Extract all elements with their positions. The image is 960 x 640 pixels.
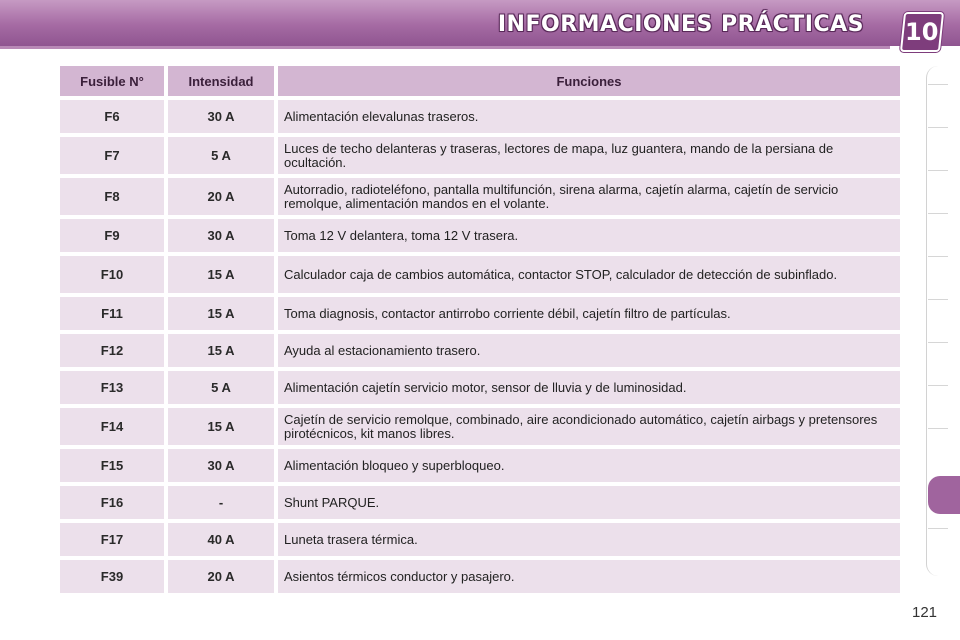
fuse-amperage: 20 A: [168, 560, 274, 593]
fuse-number: F6: [60, 100, 164, 133]
fuse-function: Ayuda al estacionamiento trasero.: [278, 334, 900, 367]
fuse-amperage: 5 A: [168, 371, 274, 404]
fuse-function: Asientos térmicos conductor y pasajero.: [278, 560, 900, 593]
table-row: [60, 297, 900, 330]
side-tab-divider: [928, 428, 948, 429]
fuse-table: [56, 62, 904, 597]
table-row: [60, 178, 900, 215]
fuse-number: F16: [60, 486, 164, 519]
table-row: [60, 219, 900, 252]
side-tab-divider: [928, 127, 948, 128]
column-header-functions: Funciones: [278, 66, 900, 96]
fuse-function: Calculador caja de cambios automática, contactor STOP, calculador de detección de subinflado.: [278, 256, 900, 293]
fuse-number: F9: [60, 219, 164, 252]
fuse-number: F39: [60, 560, 164, 593]
fuse-function: Alimentación bloqueo y superbloqueo.: [278, 449, 900, 482]
table-row: [60, 334, 900, 367]
fuse-function: Shunt PARQUE.: [278, 486, 900, 519]
fuse-number: F14: [60, 408, 164, 445]
fuse-number: F15: [60, 449, 164, 482]
chapter-badge: [900, 12, 944, 52]
side-tab-divider: [928, 385, 948, 386]
table-row: [60, 560, 900, 593]
fuse-number: F12: [60, 334, 164, 367]
page-number: 121: [912, 604, 938, 621]
fuse-function: Autorradio, radioteléfono, pantalla multifunción, sirena alarma, cajetín alarma, cajetín de servicio remolque, alimentación mandos en el volante.: [278, 178, 900, 215]
fuse-function: Cajetín de servicio remolque, combinado, aire acondicionado automático, cajetín airbags y pretensores pirotécnicos, kit manos libres.: [278, 408, 900, 445]
table-row: [60, 486, 900, 519]
side-tab-divider: [928, 299, 948, 300]
column-header-amperage: Intensidad: [168, 66, 274, 96]
side-tab-divider: [928, 256, 948, 257]
fuse-number: F8: [60, 178, 164, 215]
fuse-amperage: 5 A: [168, 137, 274, 174]
fuse-amperage: 20 A: [168, 178, 274, 215]
column-header-fuse: Fusible N°: [60, 66, 164, 96]
fuse-function: Luneta trasera térmica.: [278, 523, 900, 556]
fuse-function: Toma 12 V delantera, toma 12 V trasera.: [278, 219, 900, 252]
side-tab-active-chapter[interactable]: [928, 476, 960, 514]
chapter-number: 10: [905, 18, 939, 46]
table-row: [60, 100, 900, 133]
page-title: INFORMACIONES PRÁCTICAS: [497, 12, 864, 37]
fuse-number: F11: [60, 297, 164, 330]
fuse-amperage: 15 A: [168, 334, 274, 367]
table-header-row: [60, 66, 900, 96]
table-row: [60, 408, 900, 445]
side-tab-divider: [928, 528, 948, 529]
fuse-number: F17: [60, 523, 164, 556]
fuse-number: F7: [60, 137, 164, 174]
fuse-amperage: 15 A: [168, 408, 274, 445]
fuse-amperage: 15 A: [168, 297, 274, 330]
side-tab-divider: [928, 213, 948, 214]
table-row: [60, 256, 900, 293]
table-row: [60, 449, 900, 482]
fuse-amperage: 15 A: [168, 256, 274, 293]
table-row: [60, 523, 900, 556]
fuse-amperage: 30 A: [168, 449, 274, 482]
fuse-amperage: 30 A: [168, 219, 274, 252]
side-tab-divider: [928, 84, 948, 85]
fuse-number: F13: [60, 371, 164, 404]
header-underline: [0, 46, 890, 49]
fuse-function: Luces de techo delanteras y traseras, lectores de mapa, luz guantera, mando de la persiana de ocultación.: [278, 137, 900, 174]
fuse-number: F10: [60, 256, 164, 293]
fuse-function: Alimentación cajetín servicio motor, sensor de lluvia y de luminosidad.: [278, 371, 900, 404]
fuse-function: Toma diagnosis, contactor antirrobo corriente débil, cajetín filtro de partículas.: [278, 297, 900, 330]
fuse-amperage: -: [168, 486, 274, 519]
table-row: [60, 371, 900, 404]
side-tab-divider: [928, 342, 948, 343]
fuse-amperage: 40 A: [168, 523, 274, 556]
table-row: [60, 137, 900, 174]
fuse-amperage: 30 A: [168, 100, 274, 133]
side-tab-divider: [928, 170, 948, 171]
fuse-function: Alimentación elevalunas traseros.: [278, 100, 900, 133]
